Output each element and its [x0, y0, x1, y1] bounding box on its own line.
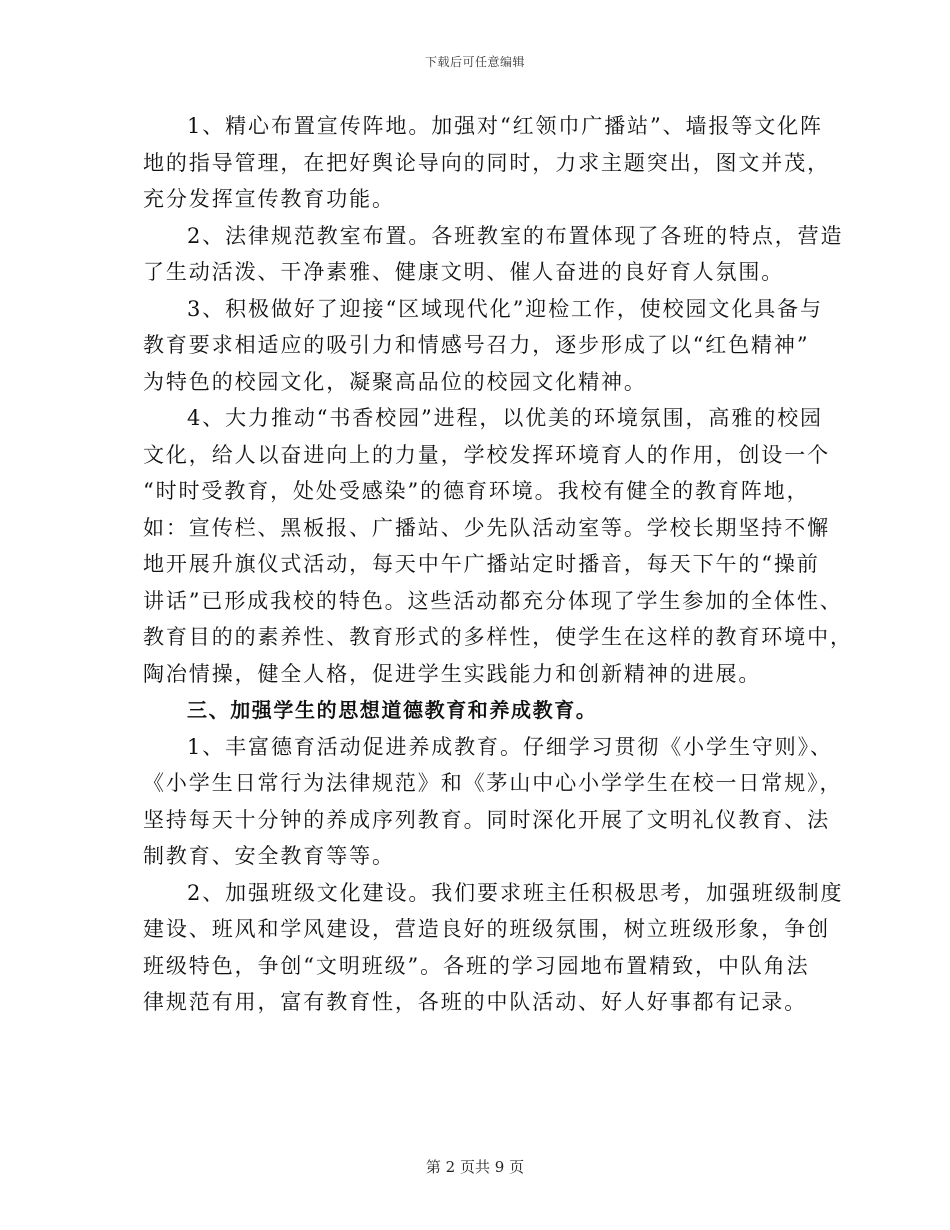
text-line: 三、加强学生的思想道德教育和养成教育。	[187, 698, 598, 722]
text-line: 3、积极做好了迎接“区域现代化”迎检工作，使校园文化具备与	[187, 296, 823, 321]
text-line: 为特色的校园文化，凝聚高品位的校园文化精神。	[143, 369, 647, 394]
text-line: 《小学生日常行为法律规范》和《茅山中心小学学生在校一日常规》，	[143, 771, 843, 795]
text-line: “时时受教育，处处受感染”的德育环境。我校有健全的教育阵地，	[143, 479, 810, 503]
text-line: 陶冶情操，健全人格，促进学生实践能力和创新精神的进展。	[143, 661, 762, 686]
text-line: 坚持每天十分钟的养成序列教育。同时深化开展了文明礼仪教育、法	[143, 807, 830, 832]
page-footer: 第 2 页共 9 页	[425, 1158, 525, 1176]
text-line: 1、丰富德育活动促进养成教育。仔细学习贯彻《小学生守则》、	[187, 734, 833, 759]
text-line: 1、精心布置宣传阵地。加强对“红领巾广播站”、墙报等文化阵	[187, 114, 823, 138]
text-line: 地开展升旗仪式活动，每天中午广播站定时播音，每天下午的“操前	[143, 552, 820, 576]
text-line: 教育要求相适应的吸引力和情感号召力，逐步形成了以“红色精神”	[143, 333, 810, 357]
text-line: 2、法律规范教室布置。各班教室的布置体现了各班的特点，营造	[187, 223, 844, 248]
text-line: 充分发挥宣传教育功能。	[143, 187, 395, 211]
text-line: 律规范有用，富有教育性，各班的中队活动、好人好事都有记录。	[143, 990, 808, 1014]
paragraph	[143, 291, 823, 401]
text-line: 了生动活泼、干净素雅、健康文明、催人奋进的良好育人氛围。	[143, 260, 785, 284]
text-line: 讲话”已形成我校的特色。这些活动都充分体现了学生参加的全体性、	[143, 588, 843, 613]
text-line: 文化，给人以奋进向上的力量，学校发挥环境育人的作用，创设一个	[143, 442, 830, 467]
document-body	[143, 108, 853, 1021]
text-line: 制教育、安全教育等等。	[143, 844, 395, 868]
page-header: 下载后可任意编辑	[424, 55, 525, 69]
paragraph	[143, 875, 844, 1021]
text-line: 如：宣传栏、黑板报、广播站、少先队活动室等。学校长期坚持不懈	[143, 515, 830, 540]
paragraph	[143, 218, 844, 291]
text-line: 教育目的的素养性、教育形式的多样性，使学生在这样的教育环境中，	[143, 625, 853, 649]
text-line: 建设、班风和学风建设，营造良好的班级氛围，树立班级形象，争创	[143, 917, 830, 941]
section-heading	[143, 692, 813, 729]
paragraph	[143, 729, 843, 875]
paragraph	[143, 108, 830, 218]
text-line: 4、大力推动“书香校园”进程，以优美的环境氛围，高雅的校园	[187, 406, 823, 430]
text-line: 班级特色，争创“文明班级”。各班的学习园地布置精致，中队角法	[143, 953, 810, 978]
paragraph	[143, 400, 853, 692]
text-line: 地的指导管理，在把好舆论导向的同时，力求主题突出，图文并茂，	[143, 150, 830, 175]
text-line: 2、加强班级文化建设。我们要求班主任积极思考，加强班级制度	[187, 880, 844, 905]
